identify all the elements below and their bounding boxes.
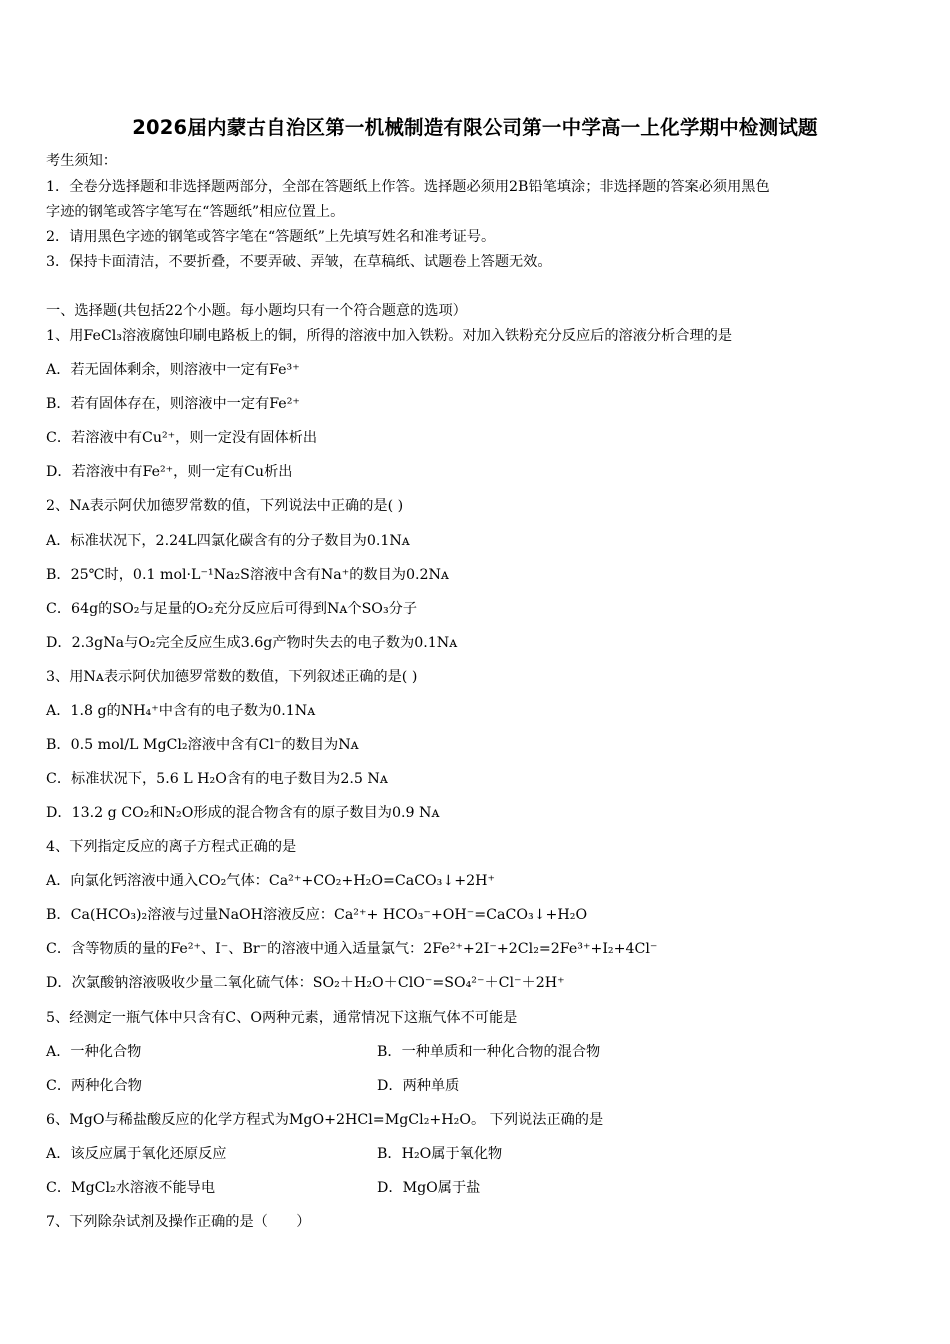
question-7-stem: 7、下列除杂试剂及操作正确的是（ ） xyxy=(46,1214,311,1230)
question-3-option-c: C．标准状况下，5.6 L H₂O含有的电子数目为2.5 Nᴀ xyxy=(46,771,388,787)
question-5-option-b: B．一种单质和一种化合物的混合物 xyxy=(377,1044,601,1060)
question-3-option-d: D．13.2 g CO₂和N₂O形成的混合物含有的原子数目为0.9 Nᴀ xyxy=(46,805,440,821)
page-title: 2026届内蒙古自治区第一机械制造有限公司第一中学高一上化学期中检测试题 xyxy=(132,116,818,139)
notice-line-4: 3．保持卡面清洁，不要折叠，不要弄破、弄皱，在草稿纸、试题卷上答题无效。 xyxy=(46,254,552,270)
question-2-option-c: C．64g的SO₂与足量的O₂充分反应后可得到Nᴀ个SO₃分子 xyxy=(46,601,418,617)
question-4-stem: 4、下列指定反应的离子方程式正确的是 xyxy=(46,839,297,855)
notice-line-1: 1．全卷分选择题和非选择题两部分，全部在答题纸上作答。选择题必须用2B铅笔填涂；非选择题的答案必须用黑色 xyxy=(46,179,770,195)
question-2-stem: 2、Nᴀ表示阿伏加德罗常数的值，下列说法中正确的是( ) xyxy=(46,498,404,514)
question-5-option-a: A．一种化合物 xyxy=(46,1044,142,1060)
question-2-option-a: A．标准状况下，2.24L四氯化碳含有的分子数目为0.1Nᴀ xyxy=(46,533,410,549)
question-6-option-b: B．H₂O属于氧化物 xyxy=(377,1146,503,1162)
question-4-option-d: D．次氯酸钠溶液吸收少量二氧化硫气体：SO₂＋H₂O＋ClO⁻=SO₄²⁻＋Cl⁻＋2H⁺ xyxy=(46,975,565,991)
question-5-option-c: C．两种化合物 xyxy=(46,1078,142,1094)
question-6-option-c: C．MgCl₂水溶液不能导电 xyxy=(46,1180,216,1196)
question-1-option-d: D．若溶液中有Fe²⁺，则一定有Cu析出 xyxy=(46,464,293,480)
notice-line-2: 字迹的钢笔或答字笔写在“答题纸”相应位置上。 xyxy=(46,204,345,220)
question-5-option-d: D．两种单质 xyxy=(377,1078,460,1094)
question-1-option-c: C．若溶液中有Cu²⁺，则一定没有固体析出 xyxy=(46,430,318,446)
question-5-stem: 5、经测定一瓶气体中只含有C、O两种元素，通常情况下这瓶气体不可能是 xyxy=(46,1010,518,1026)
question-4-option-c: C．含等物质的量的Fe²⁺、I⁻、Br⁻的溶液中通入适量氯气：2Fe²⁺+2I⁻+2Cl₂=2Fe³⁺+I₂+4Cl⁻ xyxy=(46,941,658,957)
question-3-option-b: B．0.5 mol/L MgCl₂溶液中含有Cl⁻的数目为Nᴀ xyxy=(46,737,359,753)
question-1-stem: 1、用FeCl₃溶液腐蚀印刷电路板上的铜，所得的溶液中加入铁粉。对加入铁粉充分反应后的溶液分析合理的是 xyxy=(46,328,733,344)
notice-heading: 考生须知： xyxy=(46,153,117,169)
question-6-stem: 6、MgO与稀盐酸反应的化学方程式为MgO+2HCl=MgCl₂+H₂O。 下列说法正确的是 xyxy=(46,1112,604,1128)
section-heading: 一、选择题(共包括22个小题。每小题均只有一个符合题意的选项） xyxy=(46,303,467,319)
question-4-option-a: A．向氯化钙溶液中通入CO₂气体：Ca²⁺+CO₂+H₂O=CaCO₃↓+2H⁺ xyxy=(46,873,496,889)
question-3-option-a: A．1.8 g的NH₄⁺中含有的电子数为0.1Nᴀ xyxy=(46,703,316,719)
question-1-option-a: A．若无固体剩余，则溶液中一定有Fe³⁺ xyxy=(46,362,300,378)
question-3-stem: 3、用Nᴀ表示阿伏加德罗常数的数值，下列叙述正确的是( ) xyxy=(46,669,418,685)
notice-line-3: 2．请用黑色字迹的钢笔或答字笔在“答题纸”上先填写姓名和准考证号。 xyxy=(46,229,496,245)
question-4-option-b: B．Ca(HCO₃)₂溶液与过量NaOH溶液反应：Ca²⁺+ HCO₃⁻+OH⁻=CaCO₃↓+H₂O xyxy=(46,907,588,923)
question-2-option-b: B．25℃时，0.1 mol·L⁻¹Na₂S溶液中含有Na⁺的数目为0.2Nᴀ xyxy=(46,567,449,583)
question-2-option-d: D．2.3gNa与O₂完全反应生成3.6g产物时失去的电子数为0.1Nᴀ xyxy=(46,635,458,651)
question-6-option-a: A．该反应属于氧化还原反应 xyxy=(46,1146,227,1162)
question-1-option-b: B．若有固体存在，则溶液中一定有Fe²⁺ xyxy=(46,396,300,412)
question-6-option-d: D．MgO属于盐 xyxy=(377,1180,481,1196)
